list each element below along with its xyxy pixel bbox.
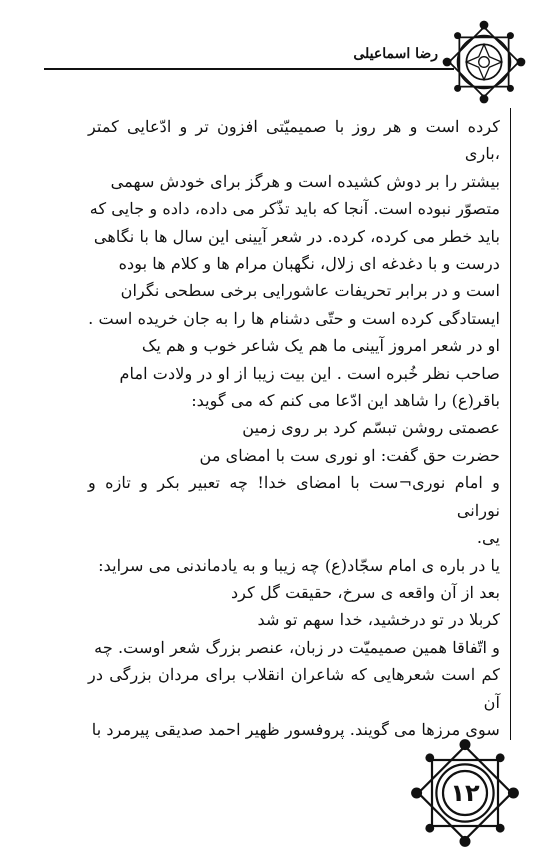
text-line: بیشتر را بر دوش کشیده است و هرگز برای خودش سهمی — [110, 171, 500, 191]
page-number: ۱۲ — [450, 779, 480, 807]
text-line: درست و با دغدغه ای زلال، نگهبان مرام ها و کلام ها بوده — [118, 254, 500, 274]
text-line: است و در برابر تحریفات عاشورایی برخی سطحی نگران — [120, 281, 500, 301]
body-text — [88, 113, 500, 743]
verse-line: حضرت حق گفت: او نوری ست با امضای من — [199, 445, 500, 465]
text-line: ایستادگی کرده است و حتّی دشنام ها را به جان خریده است . — [88, 308, 500, 328]
text-line: باید خطر می کرده، کرده. در شعر آیینی این سال ها با نگاهی — [93, 226, 500, 246]
verse-line: عصمتی روشن تبسّم کرد بر روی زمین — [242, 418, 500, 438]
text-line: او در شعر امروز آیینی ما هم یک شاعر خوب و هم یک — [141, 336, 500, 356]
text-line: سوی مرزها می گویند. پروفسور ظهیر احمد صدیقی پیرمرد با — [91, 719, 500, 739]
text-line: یا در باره ی امام سجّاد(ع) چه زیبا و به یادماندنی می سراید: — [98, 555, 500, 575]
rosette-ornament-icon — [440, 18, 528, 106]
verse-line: بعد از آن واقعه ی سرخ، حقیقت گل کرد — [230, 582, 500, 602]
header-rule — [44, 68, 454, 70]
side-rule — [510, 108, 511, 740]
text-line: و اتّفاقا همین صمیمیّت در زبان، عنصر بزرگ شعر اوست. چه — [94, 637, 500, 657]
text-line: متصوّر نبوده است. آنجا که باید تذّکر می داده، داده و جایی که — [89, 199, 500, 219]
verse-line: کربلا در تو درخشید، خدا سهم تو شد — [257, 610, 500, 630]
text-line: یی. — [476, 528, 500, 548]
text-line: و امام نوری¬ست با امضای خدا! چه تعبیر بکر و تازه و نورانی — [88, 473, 500, 520]
text-line: باقر(ع) را شاهد این ادّعا می کنم که می گوید: — [191, 391, 500, 411]
text-line: کم است شعرهایی که شاعران انقلاب برای مردان بزرگی در آن — [88, 665, 500, 712]
text-line: کرده است و هر روز با صمیمیّتی افزون تر و ادّعایی کمتر ،باری — [88, 117, 500, 164]
running-head: رضا اسماعیلی — [353, 46, 438, 62]
text-line: صاحب نظر خُبره است . این بیت زیبا از او در ولادت امام — [119, 363, 500, 383]
